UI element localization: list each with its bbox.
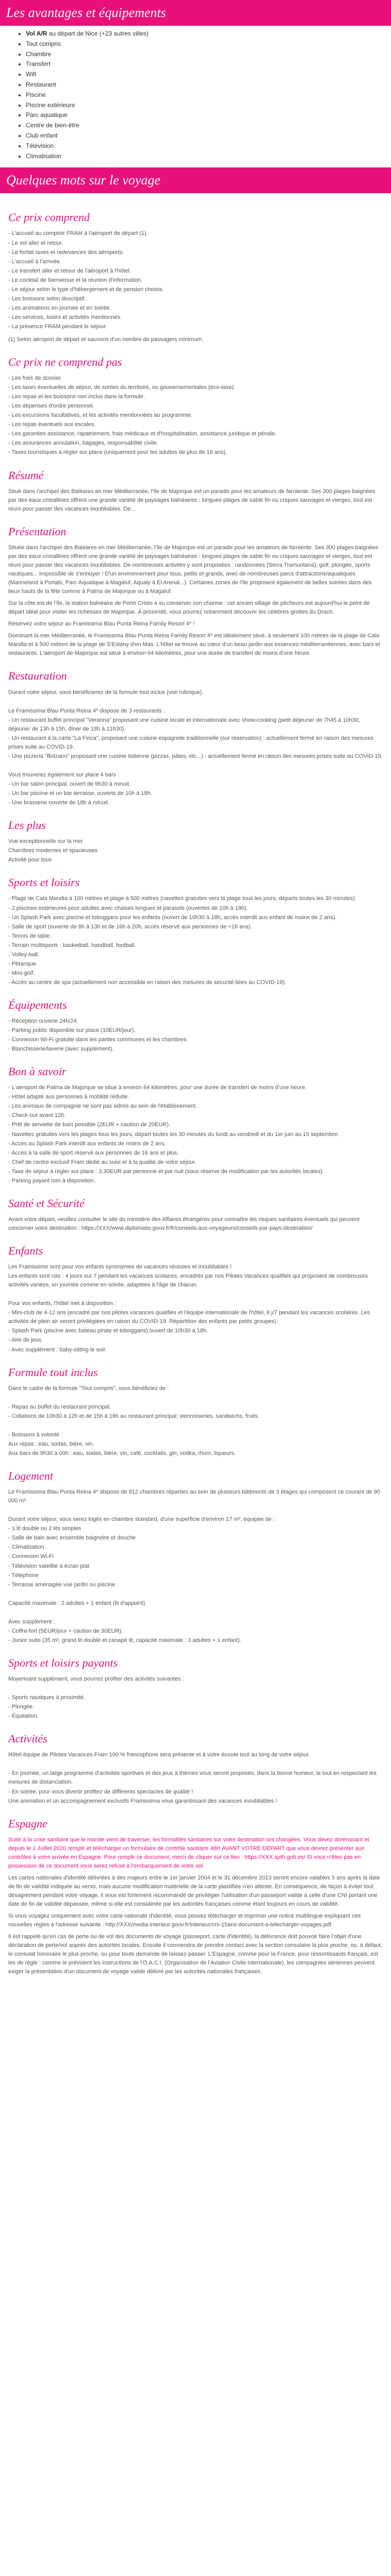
ti-item: - Repas au buffet du restaurant principal. [8, 1403, 111, 1410]
spp-item: - Plongée. [8, 1704, 35, 1710]
compris-item: - L'accueil à l'arrivée. [8, 258, 61, 265]
compris-item: - Les animations en journée et en soirée. [8, 304, 111, 311]
equip-list [8, 1017, 383, 1054]
enfants-item [8, 1290, 383, 1299]
compris-item: - Les services, loisirs et activités mentionnés. [8, 314, 122, 320]
equipement-text: Restaurant [26, 80, 56, 88]
enfants-item: - Avec supplément : baby-sitting le soir. [8, 1346, 107, 1353]
sports-list [8, 894, 383, 987]
act-item: - En soirée, pour vous divertir profitez de différents spectacles de qualité ! [8, 1788, 193, 1795]
espagne-notice: Suite à la crise sanitaire que le monde vient de traverser, les formalités sanitaires sur votre destination ont changées. Vous devez dorénavant et depuis le 1 Juillet 2020 remplir et télécharger un formulaire de contrôle sanitaire 48H AVANT VOTRE DÉPART que vous devrez présenter aux contrôles à votre arrivée en Espagne. Pour remplir ce document, merci de cliquer sur ce lien : https://XXX.spth.gob.es/ Si vous n'êtes pas en possession de ce document vous serez refusé à l'embarquement de votre vol. [8, 1836, 369, 1869]
enfants-title: Enfants [8, 1244, 43, 1257]
compris-note: (1) Selon aéroport de départ et sauvons d'un nombre de passagers minimum. [8, 336, 204, 343]
equipement-text: au départ de Nice (+23 autres villes) [47, 30, 149, 37]
log-item: - Salle de bain avec ensemble baignoire et douche [8, 1535, 136, 1541]
equipement-item [26, 141, 382, 151]
equipement-text: Tout compris [26, 40, 61, 47]
nc-item: - Les excursions facultatives, et les activités mentionnées au programme. [8, 412, 193, 419]
sports-payants-list [8, 1675, 383, 1721]
plus-list [8, 837, 383, 865]
bon-item: - Parking payant non à disposition. [8, 1177, 95, 1184]
compris-item: - Le forfait taxes et redevances des aéroports. [8, 249, 124, 256]
log-item: Durant votre séjour, vous serez logés en chambre standard, d'une superficie d'environ 17 m², équipée de : [8, 1516, 275, 1523]
enfants-item: Les Framissimo sont pour vos enfants synonymes de vacances réussies et inoubliables ! [8, 1264, 232, 1270]
compris-title: Ce prix comprend [8, 211, 90, 224]
sports-item: - Salle de sport (ouverte de 8h à 13h et de 16h à 20h, accès réservé aux personnes de +16 ans). [8, 923, 252, 930]
sports-item: - Volley-ball. [8, 951, 39, 958]
equipement-item [26, 70, 382, 80]
equip-item: - Connexion Wi-Fi gratuite dans les parties communes et les chambres. [8, 1037, 188, 1043]
equipement-item [26, 110, 382, 121]
bon-item: - Hôtel adapté aux personnes à mobilité réduite. [8, 1094, 129, 1100]
ti-item: Aux bars de 9h30 à 00h : eau, sodas, bière, vin, café, cocktails, gin, vodka, rhum, liqueurs. [8, 1450, 236, 1456]
bon-item: - Navettes gratuites vers les plages tous les jours, départ toutes les 30 minutes du lundi au vendredi et du 1er juin au 15 septembre. [8, 1131, 339, 1138]
restauration-list [8, 688, 383, 808]
presentation-title: Présentation [8, 524, 67, 538]
equipement-item [26, 49, 382, 60]
resto-item [8, 761, 383, 770]
act-item: Hôtel équipe de Pilotes Vacances Fram 100 % francophone sera présente et à votre écoute tout au long de votre séjour. [8, 1752, 310, 1758]
equipement-item [26, 100, 382, 111]
log-item: - Coffre-fort (5EUR/jour + caution de 30EUR). [8, 1628, 123, 1634]
equipement-item [26, 90, 382, 100]
equipements-box [0, 26, 391, 167]
spp-item: - Sports nautiques à proximité. [8, 1694, 86, 1701]
log-item [8, 1590, 383, 1599]
bon-item: - Les animaux de compagnie ne sont pas admis au sein de l'établissement. [8, 1103, 197, 1110]
sports-item: - Accès au centre de spa (actuellement non accessible en raison des mesures de sécurité liées au COVID-19). [8, 979, 286, 986]
sante-text: Avant votre départ, veuillez consulter le site du ministère des Affaires étrangères pour connaître les risques sanitaires éventuels qui peuvent concerner votre destination : https://XXX/www.diplomatie.gouv.fr/fr/conseils-aux-voyageurs/conseils-par-pays-destination/ [8, 1216, 360, 1231]
ti-item: - Collations de 10h30 à 12h et de 15h à 18h au restaurant principal: viennoiseries, sandwichs, fruits. [8, 1413, 259, 1419]
nc-item: - Les garanties assistance, rapatriement, frais médicaux et d'hospitalisation, assistance juridique et pénale. [8, 431, 276, 437]
act-item [8, 1760, 383, 1769]
equipement-text: Centre de bien-être [26, 122, 79, 129]
esp-paragraph: Les cartes nationales d'identité délivrées à des majeurs entre le 1er janvier 2004 et le 31 décembre 2013 seront encore valables 5 ans après la date de fin de validité indiquée au verso, mais aucune modification matérielle de la carte plastifiée n'en atteste. En conséquence, de façon à éviter tout désagrément pendant votre voyage, il vous est fortement recommandé de privilégier l'utilisation d'un passeport valide à celle d'une CNI portant une date de fin de validité dépassée, même si elle est considérée par les autorités françaises comme étant toujours en cours de validité. [8, 1874, 380, 1908]
espagne-title: Espagne [8, 1817, 47, 1830]
sports-item: - Tennis de table. [8, 933, 52, 939]
log-item: - Téléphone [8, 1572, 39, 1579]
resume-title: Résumé [8, 468, 44, 482]
tout-inclus-list [8, 1384, 383, 1458]
enfants-item: - Aire de jeux. [8, 1337, 43, 1344]
compris-item: - Les boissons selon descriptif. [8, 295, 86, 302]
ti-item: Dans le cadre de la formule "Tout compris", vous bénéficiez de : [8, 1385, 169, 1392]
resto-item [8, 698, 383, 706]
resto-item: - Un bar piscine et un bar terrasse, ouverts de 10h à 18h. [8, 790, 152, 797]
spp-item: - Équitation. [8, 1713, 39, 1720]
compris-item: - La présence FRAM pendant le séjour. [8, 323, 107, 330]
espagne-paragraphs [8, 1874, 383, 1977]
equipements-header: Les avantages et équipements [0, 0, 391, 26]
equipement-text: Parc aquatique [26, 111, 68, 119]
equipement-item [26, 29, 382, 39]
enfants-item: - Splash Park (piscine avec bateau pirate et toboggans) ouvert de 10h30 à 18h. [8, 1328, 208, 1334]
spp-item [8, 1684, 383, 1693]
spp-item: Moyennant supplément, vous pourrez profiter des activités suivantes : [8, 1676, 184, 1683]
bon-item: - Accès au Splash Park interdit aux enfants de moins de 2 ans. [8, 1140, 166, 1147]
esp-paragraph: Il est rappelé qu'en cas de perte ou de vol des documents de voyage (passeport, carte d'identité), la délivrance doit pouvoir faire l'objet d'une déclaration de perte/vol auprès des autorités locales. Ensuite il conviendra de prendre contact avec la section consulaire la plus proche, ou, à défaut, le consulat honoraire le plus proche, ou pour toute demande de laissez-passer. L'Espagne, comme pour la France, pour ressortissants français, est les de règle : comme le prévoient les instructions de l'O.A.C.I. (Organisation de l'Aviation Civile Internationale), les compagnies aériennes peuvent exiger la présentation d'un document de voyage valide délivré par les autorités nationales françaises. [8, 1934, 382, 1975]
bon-list [8, 1083, 383, 1185]
compris-item: - Le séjour selon le type d'hébergement et de pension choisis. [8, 286, 164, 293]
log-item [8, 1608, 383, 1617]
sports-title: Sports et loisirs [8, 876, 80, 889]
log-item: - Connexion Wi-Fi [8, 1553, 54, 1560]
activites-title: Activités [8, 1732, 47, 1745]
sports-payants-title: Sports et loisirs payants [8, 1656, 118, 1669]
log-item [8, 1506, 383, 1515]
resto-item: Durant votre séjour, vous bénéficierez de la formule tout inclus (voir rubrique). [8, 689, 204, 696]
equipement-text: Climatisation [26, 152, 61, 160]
bon-item: - Check-out avant 12h. [8, 1112, 66, 1119]
enfants-item: Pour vos enfants, l'hôtel met à disposition : [8, 1300, 116, 1307]
equip-title: Équipements [8, 998, 67, 1011]
equipement-bold: Vol A/R [26, 30, 47, 37]
log-item: - Télévision satellite à écran plat [8, 1563, 89, 1569]
resto-item: - Un restaurant buffet principal "Veranna" proposant une cuisine locale et internationale avec show-cooking (petit déjeuner de 7h45 à 10h30, déjeuner de 13h à 15h, dîner de 18h à 21h30). [8, 717, 361, 732]
sports-item: - Mini-golf. [8, 970, 35, 976]
equipement-item [26, 151, 382, 162]
activites-list [8, 1751, 383, 1805]
plus-title: Les plus [8, 819, 46, 832]
resto-item: Le Framissima Blau Punta Reina 4* dispose de 3 restaurants : [8, 707, 165, 714]
bon-item: - Accès à la salle de sport réservé aux personnes de 16 ans et plus. [8, 1149, 179, 1156]
equipement-item [26, 121, 382, 131]
presentation-p4: Dominant la mer Méditerranée, le Framissima Blau Punta Reina Family Resort 4* est idéalement situé, à seulement 100 mètres de la plage de Cala Mandia et à 500 mètres de la plage de S'Estany d'en Mas. L'hôtel se trouve au cœur d'un beau jardin aux essences méditerranéennes, avec bars et restaurants. L'aéroport de Majorque est situé à environ 64 kilomètres, pour une durée de transfert de moins d'une heure. [8, 633, 380, 657]
nc-item: - Les dépenses d'ordre personnel. [8, 403, 94, 410]
sports-item: - Plage de Cala Mandia à 100 mètres et plage à 500 mètres (navettes gratuites vers la plage tous les jours, départs toutes les 30 minutes). [8, 895, 357, 902]
restauration-title: Restauration [8, 669, 67, 683]
sports-item: - 2 piscines extérieures pour adultes avec chaises longues et parasols (ouvertes de 10h à 18h). [8, 905, 248, 911]
ti-item [8, 1394, 383, 1402]
presentation-p3: Réservez votre séjour au Framissima Blau Punta Reina Family Resort 4* ! [8, 621, 195, 628]
non-compris-list [8, 374, 383, 457]
plus-item: Vue exceptionnelle sur la mer [8, 838, 83, 845]
nc-item: - Les assurances annulation, bagages, responsabilité civile. [8, 440, 158, 447]
voyage-header: Quelques mots sur le voyage [0, 167, 391, 193]
presentation-p1: Située dans l'archipel des Baléares en mer Méditerranée, l'île de Majorque est un paradis pour les amateurs de farniente. Ses 300 plages baignées par des eaux cristallines offrent une grande variété de paysages balnéaires : longues plages de sable fin ou criques sauvages et vierges, tout est réuni pour passer des vacances inoubliables. De nombreuses activités y sont proposées : randonnées (Serra Tramuntana), golf, plongée, sports nautiques... Impossible de s'ennuyer ! D'un environnement pour tous, petits et grands, avec de nombreuses parcs d'attractions/aquatiques (Marineland à Portals, Parc Aquatique à Magaluf, Aqualy à El Arenal...). Certaines zones de l'île proposent également de belles soirées dans des lieux hauts de la fête comme à Palma de Majorque ou à Magaluf. [8, 544, 379, 595]
equipement-item [26, 131, 382, 141]
resto-item: Vous trouverez également sur place 4 bars : [8, 771, 120, 778]
equipement-text: Transfert [26, 60, 51, 68]
nc-item: - Taxes touristiques à régler sur place (uniquement pour les adultes de plus de 16 ans). [8, 449, 227, 456]
equipement-text: Chambre [26, 50, 52, 58]
equipement-text: Piscine [26, 91, 46, 98]
nc-item: - Les frais de dossier. [8, 375, 62, 382]
logement-title: Logement [8, 1469, 53, 1483]
equip-item: - Blanchisserie/laverie (avec supplément). [8, 1046, 114, 1053]
plus-item: Chambres modernes et spacieuses [8, 848, 98, 854]
compris-item: - L'accueil au comptoir FRAM à l'aéroport de départ (1). [8, 230, 148, 237]
presentation-p2: Sur la côte est de l'île, la station balnéaire de Porto Cristo a su conserver son charme : cet ancien village de pêcheurs est aujourd'hui le point de départ idéal pour visiter les richesses de Majorque. À proximité, vous pourrez notamment découvrir les célèbres grottes du Drach. [8, 600, 370, 616]
bon-item: - L'aéroport de Palma de Majorque se situe à environ 64 kilomètres, pour une durée de transfert de moins d'une heure. [8, 1084, 307, 1091]
resto-item: - Une pizzeria "Bolzano" proposant une cuisine italienne (pizzas, pâtes, etc...) : actuellement fermé en raison des mesures prises suite au COVID-19. [8, 753, 383, 759]
nc-item: - Les repas et les boissons non inclus dans la formule. [8, 394, 145, 400]
equip-item: - Réception ouverte 24h/24. [8, 1018, 78, 1025]
resto-item: - Une brasserie ouverte de 18h à minuit. [8, 800, 110, 806]
bon-item: - Taxe de séjour à régler sur place : 3,30EUR par personne et par nuit (sous réserve de modification par les autorités locales). [8, 1168, 324, 1175]
equip-item: - Parking public disponible sur place (10EUR/jour). [8, 1027, 136, 1034]
equipement-item [26, 39, 382, 49]
log-item: - Climatisation [8, 1544, 44, 1551]
ti-item: Aux repas : eau, sodas, bière, vin. [8, 1440, 94, 1447]
compris-item: - Le cocktail de bienvenue et la réunion d'information. [8, 277, 143, 283]
equipement-text: Télévision [26, 142, 54, 149]
non-compris-title: Ce prix ne comprend pas [8, 355, 122, 369]
act-item: - En journée, un large programme d'activités sportives et des jeux à thèmes vous seront proposés, dans la bonne humeur, le tout en respectant les mesures de distanciation. [8, 1770, 377, 1786]
equipement-item [26, 80, 382, 90]
resto-item: - Un bar salon principal, ouvert de 9h30 à minuit. [8, 781, 131, 787]
log-item: Capacité maximale : 2 adultes + 1 enfant (lit d'appoint). [8, 1600, 147, 1606]
tout-inclus-title: Formule tout inclus [8, 1365, 98, 1379]
ti-item: - Boissons à volonté : [8, 1431, 63, 1438]
log-item: Avec supplément : [8, 1618, 55, 1625]
compris-item: - Le transfert aller et retour de l'aéroport à l'hôtel. [8, 267, 131, 274]
enfants-list [8, 1263, 383, 1354]
plus-item: Activité pour tous [8, 857, 52, 863]
esp-paragraph: Si vous voyagez uniquement avec votre carte nationale d'identité, vous pouvez télécharger et imprimer une notice multilingue expliquant ces nouvelles règles à l'adresse suivante : http://XXX/media.interieur.gouv.fr/interieur/cni-15ans-document-a-telecharger-voyages.pdf. [8, 1913, 361, 1928]
log-item: - 1 lit double ou 2 lits simples [8, 1526, 82, 1532]
sports-item: - Terrain multisports : basketball, handball, football. [8, 942, 136, 948]
resto-item: - Un restaurant à la carte "La Finca", proposant une cuisine espagnole traditionnelle (sur réservation) : actuellement fermé en raison des mesures prises suite au COVID-19. [8, 735, 373, 750]
equipement-text: Piscine extérieure [26, 101, 75, 109]
resume-text: Situé dans l'archipel des Baléares en mer Méditerranée, l'île de Majorque est un paradis pour les amateurs de farniente. Ses 300 plages baignées par des eaux cristallines offrent une grande variété de paysages balnéaires : longues plages de sable fin ou criques sauvages et vierges, tout est réuni pour passer des vacances inoubliables. De... [8, 488, 376, 512]
bon-title: Bon à savoir [8, 1065, 67, 1078]
compris-item: - Le vol aller et retour. [8, 240, 63, 246]
equipements-list [18, 29, 382, 161]
voyage-section [0, 193, 391, 1990]
nc-item: - Les taxes éventuelles de séjour, de sorties du territoire, ou gouvernementales (éco-taxe). [8, 384, 236, 391]
equipement-text: Club enfant [26, 131, 58, 139]
enfants-item: - Mini-club de 4-12 ans (encadré par nos pilotes vacances qualifiés et l'équipe internationale de l'hôtel, 6 j/7 pendant les vacances scolaires. Les activités de plein air seront privilégiées en raison du COVID-19. Répartition des enfants par petits groupes). [8, 1310, 370, 1325]
enfants-item: Les enfants sont rois : 4 jours sur 7 pendant les vacances scolaires, encadrés par nos Pilotes Vacances qualifiés qui proposent de nombreuses activités variées, en journée comme en soirée, adaptées à l'âge de chacun. [8, 1273, 368, 1289]
act-item: Une animation et un accompagnement exclusifs Framissima vous garantissant des vacances inoubliables ! [8, 1798, 277, 1804]
logement-list [8, 1488, 383, 1645]
equipement-item [26, 59, 382, 70]
equipement-text: Wifi [26, 71, 36, 78]
sante-title: Santé et Sécurité [8, 1196, 85, 1210]
sports-item: - Pétanque. [8, 960, 38, 967]
ti-item [8, 1421, 383, 1430]
bon-item: - Prêt de serviette de bain possible (2EUR + caution de 20EUR). [8, 1122, 170, 1128]
sports-item: - Un Splash Park avec piscine et toboggans pour les enfants (ouvert de 10h30 à 18h, accès interdit aux enfant de moins de 2 ans). [8, 914, 337, 921]
compris-list [8, 229, 383, 331]
log-item: Le Framissima Blau Punta Reina 4* dispose de 812 chambres réparties au sein de plusieurs bâtiments de 3 étages qui composent ce courant de 90 000 m². [8, 1489, 380, 1504]
bon-item: - Chef de centre exclusif Fram dédié au suivi et à la qualité de votre séjour. [8, 1159, 197, 1165]
log-item: - Junior suite (35 m², grand lit double et canapé lit, capacité maximale : 3 adultes + 1 enfant). [8, 1637, 241, 1643]
log-item: - Terrasse aménagée vue jardin ou piscine [8, 1581, 116, 1588]
nc-item: - Les repas éventuels aux escales. [8, 421, 96, 428]
